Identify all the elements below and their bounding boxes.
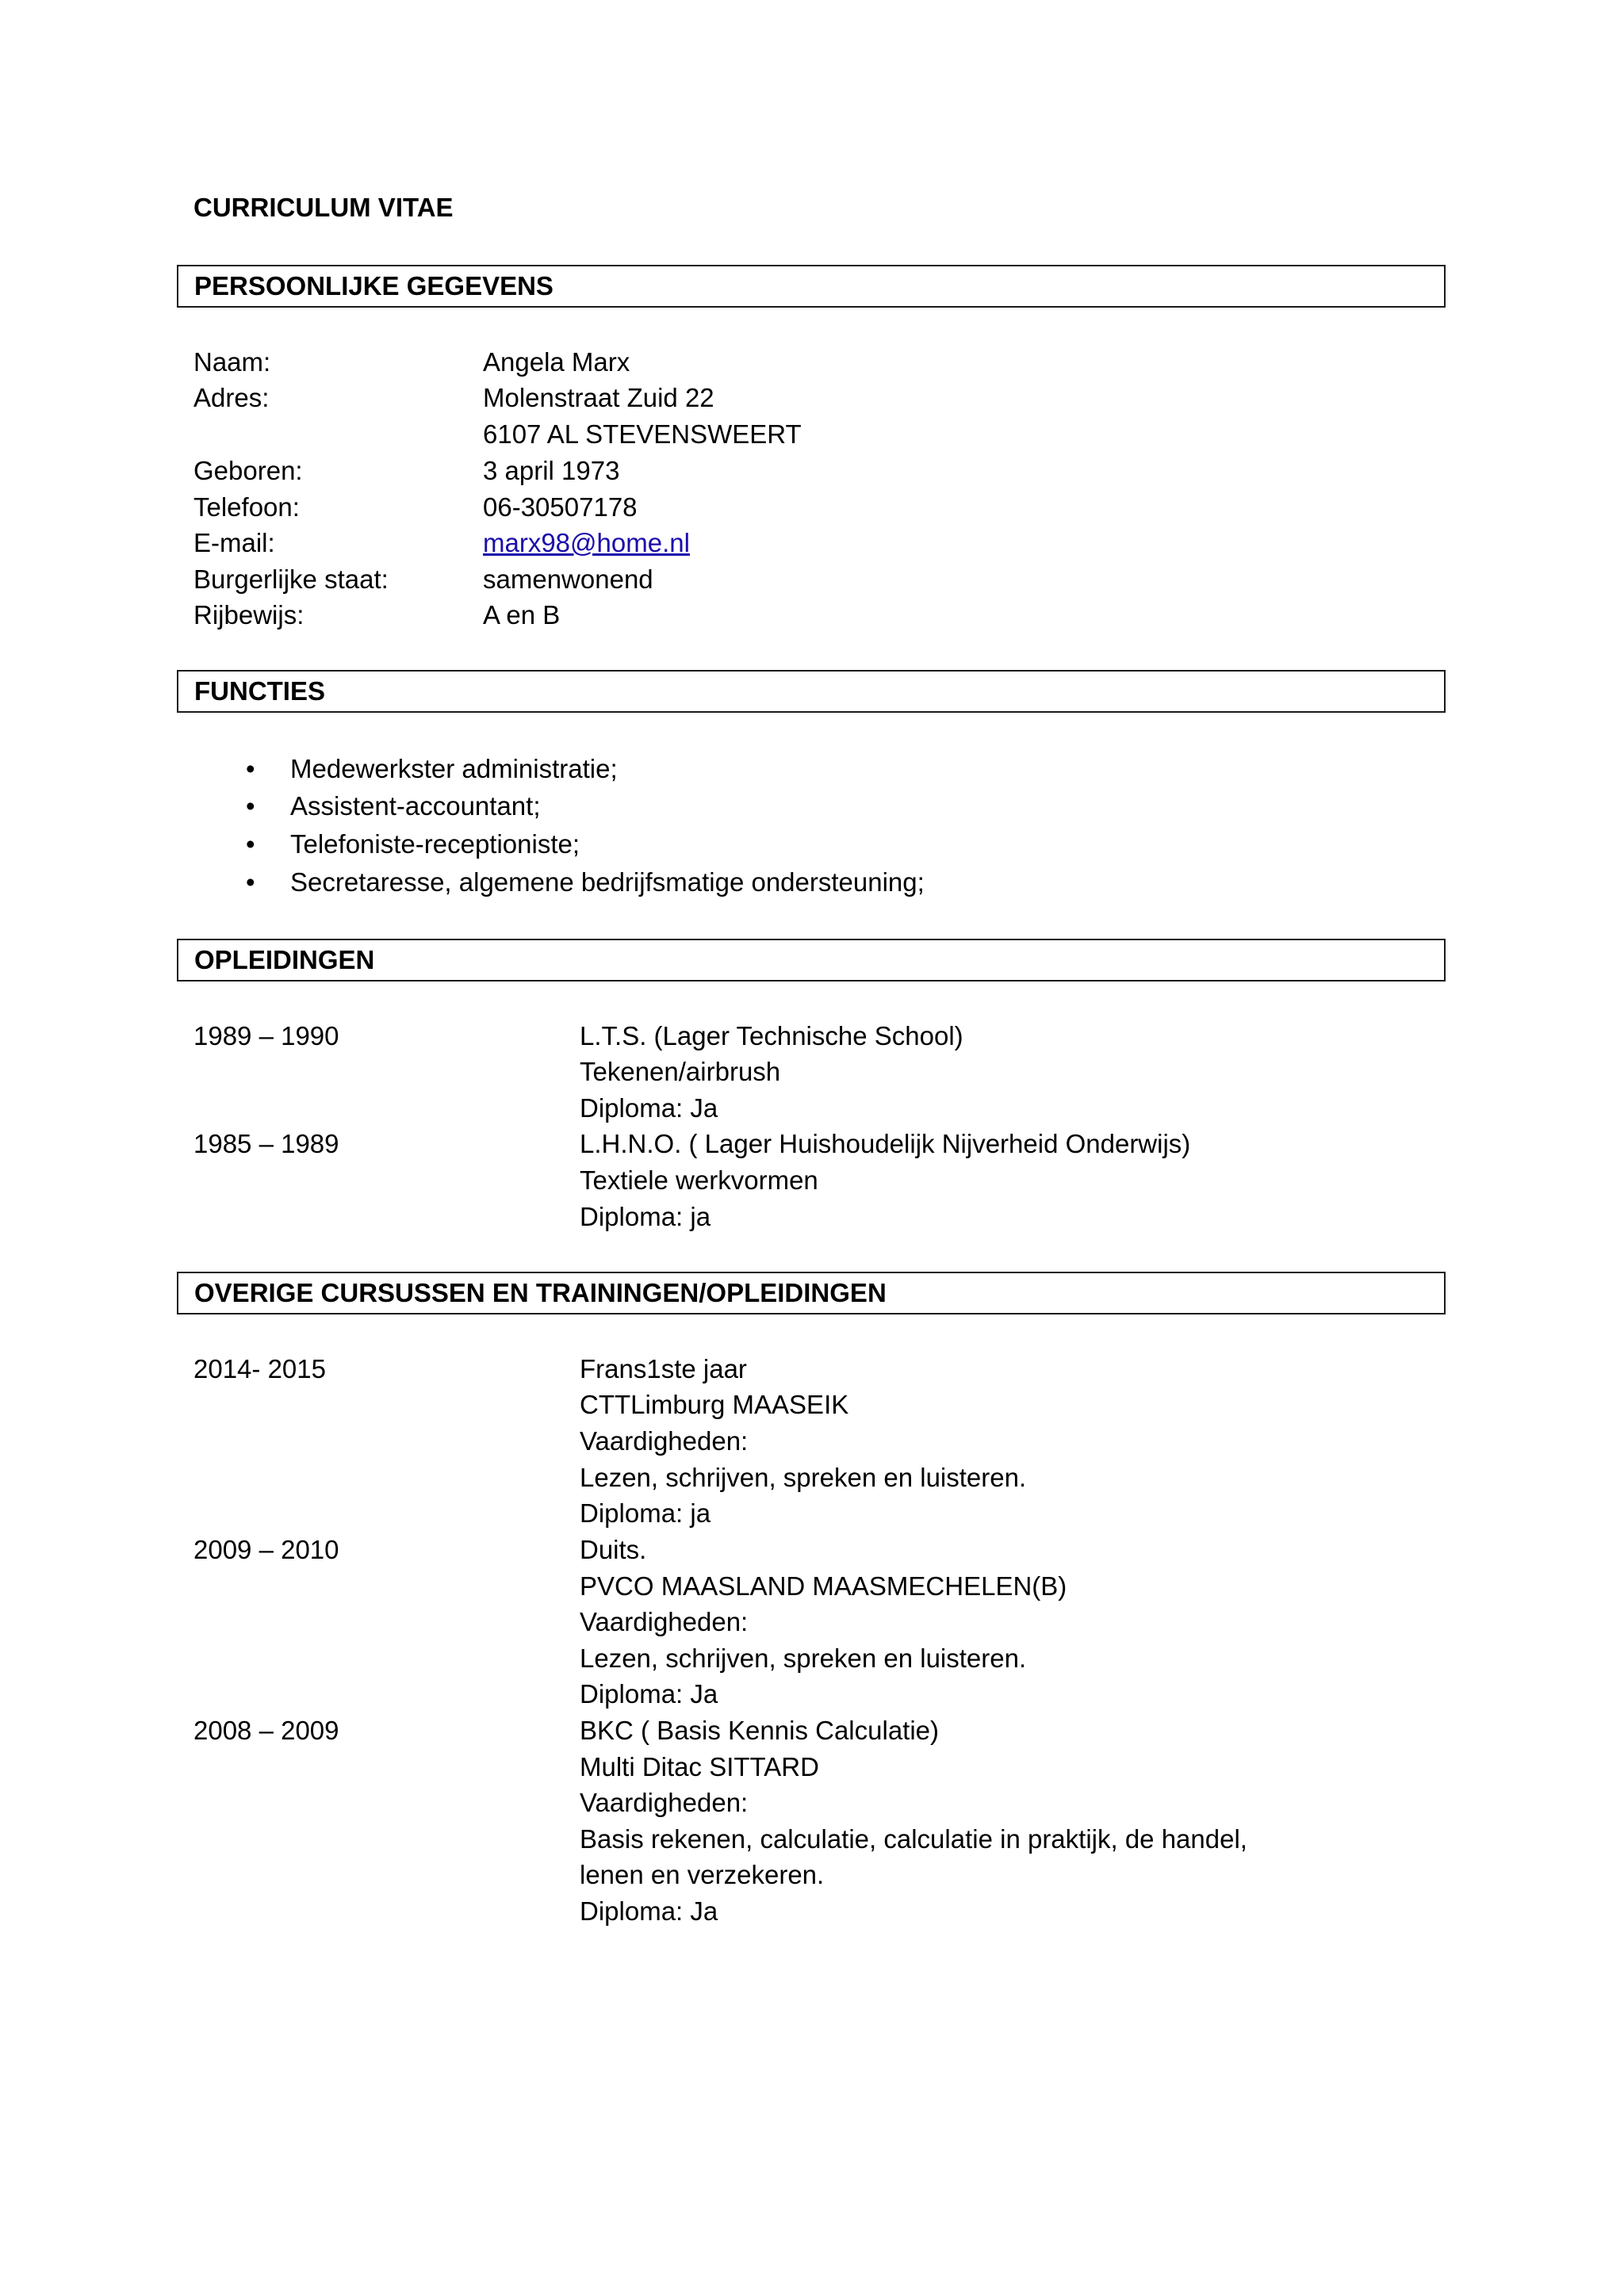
personal-value-street: Molenstraat Zuid 22 xyxy=(483,383,714,412)
course-detail: Duits. xyxy=(580,1535,647,1564)
section-title-personal: PERSOONLIJKE GEGEVENS xyxy=(194,271,553,300)
course-detail: Diploma: ja xyxy=(580,1498,711,1528)
education-detail: Tekenen/airbrush xyxy=(580,1057,781,1086)
personal-value-license: A en B xyxy=(483,600,561,629)
section-title-courses: OVERIGE CURSUSSEN EN TRAININGEN/OPLEIDINGEN xyxy=(194,1278,887,1307)
personal-value-phone: 06-30507178 xyxy=(483,492,638,522)
personal-value-civil-status: samenwonend xyxy=(483,564,653,594)
bullet-icon: • xyxy=(246,867,255,897)
course-detail: Frans1ste jaar xyxy=(580,1354,747,1383)
education-period: 1985 – 1989 xyxy=(193,1129,339,1158)
education-detail: Textiele werkvormen xyxy=(580,1165,818,1195)
bullet-icon: • xyxy=(246,754,255,783)
education-detail: Diploma: Ja xyxy=(580,1093,718,1123)
personal-value-name: Angela Marx xyxy=(483,347,630,377)
function-item: Telefoniste-receptioniste; xyxy=(290,829,580,859)
section-header-personal xyxy=(177,265,1446,308)
email-link[interactable]: marx98@home.nl xyxy=(483,528,690,557)
personal-label-license: Rijbewijs: xyxy=(193,600,304,629)
course-detail: Diploma: Ja xyxy=(580,1679,718,1709)
section-header-education xyxy=(177,939,1446,982)
course-detail: Lezen, schrijven, spreken en luisteren. xyxy=(580,1463,1027,1492)
bullet-icon: • xyxy=(246,791,255,821)
education-period: 1989 – 1990 xyxy=(193,1021,339,1050)
education-detail: Diploma: ja xyxy=(580,1202,711,1231)
course-detail: Diploma: Ja xyxy=(580,1896,718,1926)
personal-label-phone: Telefoon: xyxy=(193,492,300,522)
personal-label-civil-status: Burgerlijke staat: xyxy=(193,564,389,594)
course-detail: Multi Ditac SITTARD xyxy=(580,1752,819,1781)
section-header-functions xyxy=(177,670,1446,713)
function-item: Medewerkster administratie; xyxy=(290,754,618,783)
document-title: CURRICULUM VITAE xyxy=(193,193,454,222)
course-detail: PVCO MAASLAND MAASMECHELEN(B) xyxy=(580,1571,1067,1601)
section-title-functions: FUNCTIES xyxy=(194,676,325,706)
course-period: 2009 – 2010 xyxy=(193,1535,339,1564)
education-detail: L.T.S. (Lager Technische School) xyxy=(580,1021,963,1050)
course-detail: lenen en verzekeren. xyxy=(580,1860,825,1889)
course-detail: Vaardigheden: xyxy=(580,1426,749,1456)
section-header-courses xyxy=(177,1272,1446,1314)
function-item: Assistent-accountant; xyxy=(290,791,541,821)
personal-label-born: Geboren: xyxy=(193,456,303,485)
course-detail: Lezen, schrijven, spreken en luisteren. xyxy=(580,1644,1027,1673)
section-title-education: OPLEIDINGEN xyxy=(194,945,375,974)
course-detail: Vaardigheden: xyxy=(580,1788,749,1817)
course-detail: CTTLimburg MAASEIK xyxy=(580,1390,849,1419)
education-detail: L.H.N.O. ( Lager Huishoudelijk Nijverheid Onderwijs) xyxy=(580,1129,1191,1158)
personal-label-address: Adres: xyxy=(193,383,270,412)
personal-value-born: 3 april 1973 xyxy=(483,456,620,485)
personal-label-name: Naam: xyxy=(193,347,271,377)
personal-value-city: 6107 AL STEVENSWEERT xyxy=(483,419,802,449)
course-detail: Vaardigheden: xyxy=(580,1607,749,1636)
bullet-icon: • xyxy=(246,829,255,859)
course-detail: BKC ( Basis Kennis Calculatie) xyxy=(580,1716,940,1745)
course-period: 2008 – 2009 xyxy=(193,1716,339,1745)
course-detail: Basis rekenen, calculatie, calculatie in praktijk, de handel, xyxy=(580,1824,1247,1854)
personal-label-email: E-mail: xyxy=(193,528,275,557)
function-item: Secretaresse, algemene bedrijfsmatige ondersteuning; xyxy=(290,867,925,897)
course-period: 2014- 2015 xyxy=(193,1354,326,1383)
